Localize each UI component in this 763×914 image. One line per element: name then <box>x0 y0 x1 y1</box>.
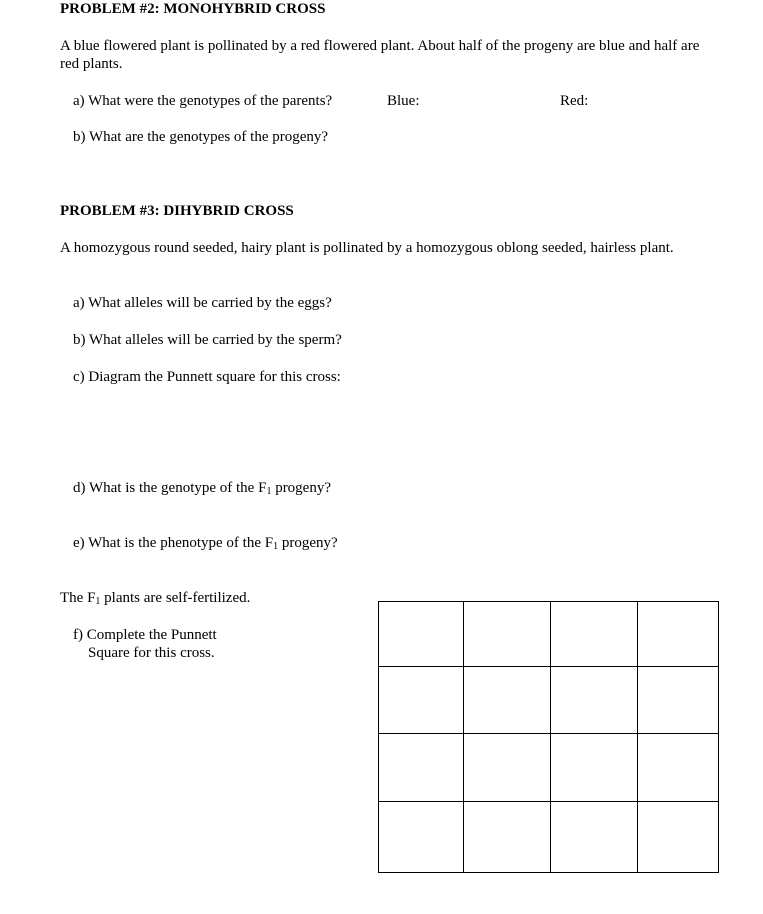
grid-vertical-line <box>463 602 464 872</box>
self-text-end: plants are self-fertilized. <box>100 590 251 606</box>
problem3-question-b: b) What alleles will be carried by the sperm? <box>73 332 342 348</box>
grid-vertical-line <box>550 602 551 872</box>
grid-horizontal-line <box>379 733 718 734</box>
problem3-question-a: a) What alleles will be carried by the eggs? <box>73 295 332 311</box>
problem2-intro: A blue flowered plant is pollinated by a red flowered plant. About half of the progeny are blue and half are red plants. <box>60 38 700 72</box>
self-subscript: 1 <box>95 596 101 607</box>
problem3-question-c: c) Diagram the Punnett square for this cross: <box>73 369 341 385</box>
question-e-text-end: progeny? <box>278 535 338 551</box>
question-e-subscript: 1 <box>273 541 279 552</box>
question-d-text-end: progeny? <box>271 480 331 496</box>
problem2-title: PROBLEM #2: MONOHYBRID CROSS <box>60 1 326 17</box>
self-fertilized-statement <box>60 589 250 607</box>
problem2-question-a: a) What were the genotypes of the parents? <box>73 93 333 109</box>
grid-vertical-line <box>637 602 638 872</box>
punnett-square-grid <box>378 601 719 873</box>
problem3-question-f-line1: f) Complete the Punnett <box>73 627 217 643</box>
problem3-question-f-line2: Square for this cross. <box>88 645 215 661</box>
grid-horizontal-line <box>379 801 718 802</box>
grid-horizontal-line <box>379 666 718 667</box>
problem3-title: PROBLEM #3: DIHYBRID CROSS <box>60 203 294 219</box>
question-d-text: d) What is the genotype of the F <box>73 480 267 496</box>
problem3-question-e <box>73 534 338 552</box>
self-text: The F <box>60 590 96 606</box>
question-d-subscript: 1 <box>266 486 272 497</box>
blue-genotype-label: Blue: <box>387 93 420 109</box>
question-e-text: e) What is the phenotype of the F <box>73 535 274 551</box>
red-genotype-label: Red: <box>560 93 589 109</box>
problem2-question-b: b) What are the genotypes of the progeny? <box>73 129 329 145</box>
problem3-intro: A homozygous round seeded, hairy plant is pollinated by a homozygous oblong seeded, hairless plant. <box>60 240 674 256</box>
problem3-question-d <box>73 479 331 497</box>
